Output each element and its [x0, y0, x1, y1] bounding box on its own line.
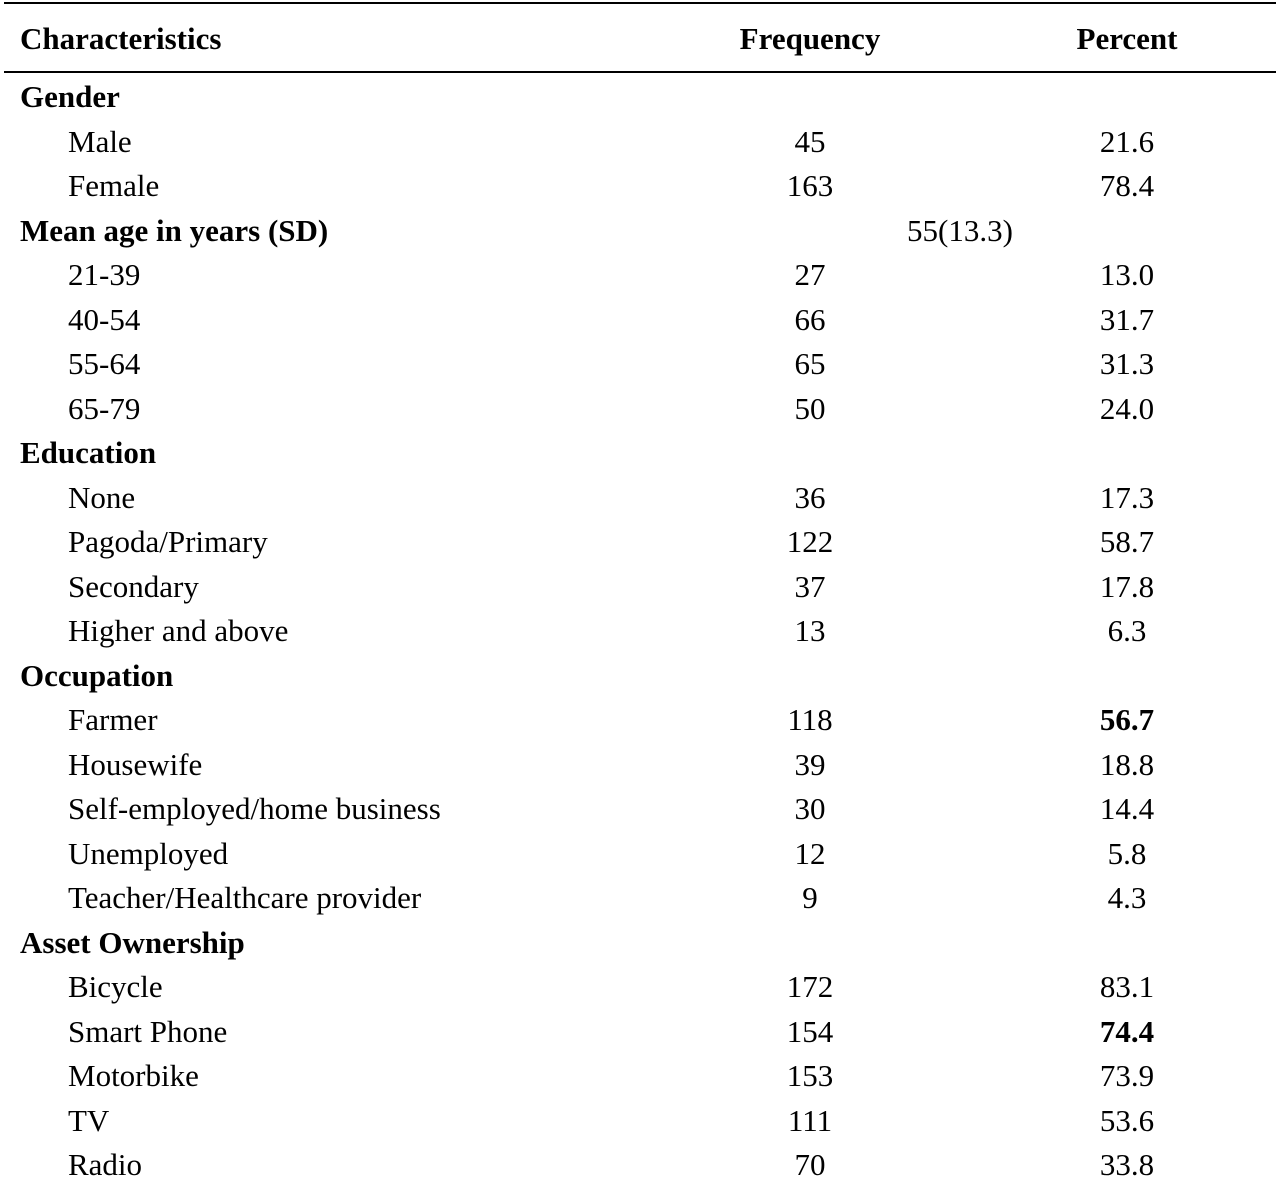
percent-cell: 4.3	[1107, 880, 1147, 915]
section-label: Occupation	[20, 657, 174, 693]
frequency-cell: 111	[787, 1102, 833, 1138]
frequency-cell: 37	[794, 568, 826, 604]
table-header-row	[0, 16, 1280, 62]
row-label: Bicycle	[68, 969, 163, 1004]
percent-cell: 6.3	[1107, 613, 1147, 648]
table-row	[0, 609, 1280, 654]
table-row	[0, 1099, 1280, 1144]
frequency-cell: 12	[794, 835, 826, 871]
percent-cell: 31.7	[1099, 301, 1155, 337]
table-row	[0, 787, 1280, 832]
percent-cell: 83.1	[1099, 969, 1155, 1004]
percent-cell: 31.3	[1099, 346, 1155, 381]
percent-cell: 56.7	[1099, 702, 1155, 737]
row-label: TV	[68, 1102, 110, 1138]
table-row	[0, 698, 1280, 743]
mean-sd-value: 55(13.3)	[907, 212, 1013, 248]
percent-cell: 73.9	[1099, 1058, 1155, 1093]
frequency-cell: 65	[794, 346, 826, 381]
section-row	[0, 431, 1280, 476]
frequency-cell: 36	[794, 479, 826, 515]
table-row	[0, 965, 1280, 1010]
percent-cell: 5.8	[1107, 835, 1147, 871]
row-label: Teacher/Healthcare provider	[68, 880, 422, 915]
percent-cell: 13.0	[1099, 257, 1155, 292]
row-label: Housewife	[68, 746, 203, 782]
table-row	[0, 342, 1280, 387]
frequency-cell: 9	[802, 880, 818, 915]
row-label: Motorbike	[68, 1058, 199, 1093]
percent-cell: 14.4	[1099, 791, 1155, 826]
table-row	[0, 298, 1280, 343]
frequency-cell: 45	[794, 123, 826, 159]
table-row	[0, 1054, 1280, 1099]
frequency-cell: 163	[786, 168, 834, 203]
row-label: Farmer	[68, 702, 158, 737]
frequency-cell: 122	[786, 524, 834, 559]
table-header-rule	[4, 71, 1276, 73]
table-row	[0, 253, 1280, 298]
table-body	[0, 75, 1280, 1188]
row-label: Higher and above	[68, 613, 289, 648]
frequency-cell: 118	[787, 702, 833, 737]
percent-cell: 33.8	[1099, 1147, 1155, 1182]
row-label: Radio	[68, 1147, 143, 1182]
percent-cell: 21.6	[1099, 123, 1155, 159]
table-row	[0, 387, 1280, 432]
row-label: Pagoda/Primary	[68, 524, 268, 559]
percent-cell: 17.8	[1099, 568, 1155, 604]
percent-cell: 18.8	[1099, 746, 1155, 782]
section-label: Gender	[20, 79, 120, 114]
frequency-cell: 50	[794, 390, 826, 426]
row-label: 21-39	[68, 257, 141, 292]
row-label: Self-employed/home business	[68, 791, 441, 826]
percent-cell: 24.0	[1099, 390, 1155, 426]
section-row	[0, 921, 1280, 966]
frequency-cell: 39	[794, 746, 826, 782]
section-row	[0, 209, 1280, 254]
table-row	[0, 476, 1280, 521]
frequency-cell: 70	[794, 1147, 826, 1182]
row-label: Secondary	[68, 568, 199, 604]
frequency-cell: 27	[794, 257, 826, 292]
frequency-cell: 66	[794, 301, 826, 337]
section-label: Mean age in years (SD)	[20, 212, 329, 248]
frequency-cell: 13	[794, 613, 826, 648]
percent-cell: 74.4	[1099, 1013, 1155, 1049]
table-row	[0, 565, 1280, 610]
row-label: Male	[68, 123, 132, 159]
frequency-cell: 30	[794, 791, 826, 826]
row-label: Smart Phone	[68, 1013, 228, 1049]
table-row	[0, 1143, 1280, 1188]
section-row	[0, 75, 1280, 120]
percent-cell: 58.7	[1099, 524, 1155, 559]
table-row	[0, 120, 1280, 165]
header-characteristics: Characteristics	[20, 21, 222, 56]
table-row	[0, 832, 1280, 877]
row-label: 65-79	[68, 390, 141, 426]
row-label: None	[68, 479, 136, 515]
percent-cell: 53.6	[1099, 1102, 1155, 1138]
percent-cell: 17.3	[1099, 479, 1155, 515]
header-percent: Percent	[1076, 21, 1178, 56]
frequency-cell: 154	[786, 1013, 834, 1049]
row-label: 55-64	[68, 346, 141, 381]
row-label: Unemployed	[68, 835, 229, 871]
frequency-cell: 153	[786, 1058, 834, 1093]
header-frequency: Frequency	[739, 21, 881, 56]
percent-cell: 78.4	[1099, 168, 1155, 203]
section-row	[0, 654, 1280, 699]
row-label: Female	[68, 168, 160, 203]
table-row	[0, 520, 1280, 565]
frequency-cell: 172	[786, 969, 834, 1004]
section-label: Asset Ownership	[20, 924, 245, 960]
table-row	[0, 1010, 1280, 1055]
table-top-rule	[4, 2, 1276, 4]
table-row	[0, 876, 1280, 921]
row-label: 40-54	[68, 301, 141, 337]
table-row	[0, 743, 1280, 788]
section-label: Education	[20, 435, 157, 470]
table-row	[0, 164, 1280, 209]
